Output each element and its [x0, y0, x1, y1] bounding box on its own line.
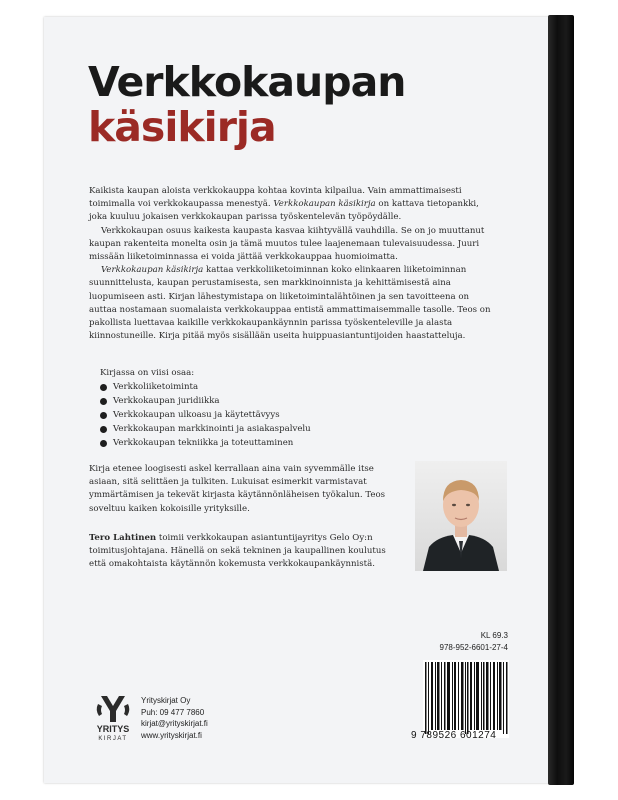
intro-text-c: kattaa verkkoliiketoiminnan koko elinkaaren liiketoiminnan suunnittelusta, kaupan perustamisesta, sen markkinoinnista ja kehittämisestä aina luopumiseen asti. Kirjan lähestymistapa on liiketoimintalähtöinen ja sen tavoitteena on auttaa nostamaan suomalaista verkkokauppaa entistä ammattimaisemmalle tasolle. Teos on pakollista luettavaa kaikille verkkokaupankäynnin parissa työskenteleville ja alasta kiinnostuneille. Kirja pitää myös sisällään useita huippuasiantuntijoiden haastatteluja. — [89, 265, 491, 342]
publisher-logo — [93, 692, 133, 742]
title-line-2: käsikirja — [88, 103, 276, 151]
book-spine — [548, 15, 574, 785]
closing-paragraph: Kirja etenee loogisesti askel kerrallaan aina vain syvemmälle itse asiaan, sitä selittäen ja tulkiten. Lukuisat esimerkit varmistavat ymmärtämisen ja tekevät kirjasta käytännönläheisen työkalun. Teos soveltuu kaiken kokoisille yrityksille. — [89, 464, 386, 514]
barcode — [423, 660, 509, 738]
publisher-phone: Puh: 09 477 7860 — [141, 707, 205, 717]
isbn-number: 978-952-6601-27-4 — [439, 643, 508, 652]
list-item: Verkkokaupan tekniikka ja toteuttaminen — [100, 436, 311, 450]
list-item: Verkkokaupan juridiikka — [100, 394, 311, 408]
author-photo — [415, 461, 507, 571]
intro-paragraph-2: Verkkokaupan osuus kaikesta kaupasta kasvaa kiihtyvällä vauhdilla. Se on jo muuttanut kaupan rakenteita monelta osin ja tämä muutos tulee laajenemaan tulevaisuudessa. Juuri missään liiketoiminnassa ei voida jättää verkkokauppaa huomioimatta. — [89, 225, 485, 263]
book-title-italic: Verkkokaupan käsikirja — [273, 199, 376, 210]
publisher-info — [141, 695, 208, 741]
author-name: Tero Lahtinen — [89, 533, 157, 543]
publisher-website: www.yrityskirjat.fi — [141, 730, 202, 740]
logo-text-2: KIRJAT — [98, 736, 128, 742]
classification-code: KL 69.3 — [480, 631, 508, 640]
list-item: Verkkokaupan markkinointi ja asiakaspalvelu — [100, 422, 311, 436]
intro-text-a: Kaikista kaupan aloista verkkokauppa kohtaa kovinta kilpailua. Vain ammattimaisesti toimimalla voi verkkokaupassa menestyä. — [89, 186, 462, 210]
logo-text-1: YRITYS — [96, 724, 130, 734]
publisher-name: Yrityskirjat Oy — [141, 696, 191, 705]
author-bio — [89, 532, 399, 572]
list-item: Verkkoliiketoiminta — [100, 380, 311, 394]
isbn-block — [420, 630, 508, 654]
author-bio-text: toimii verkkokaupan asiantuntijayritys Gelo Oy:n toimitusjohtajana. Hänellä on sekä tekninen ja kaupallinen koulutus että omakohtaista käytännön kokemusta verkkokaupankäynnistä. — [89, 533, 386, 570]
parts-heading: Kirjassa on viisi osaa: — [100, 368, 195, 378]
book-title-italic: Verkkokaupan käsikirja — [101, 265, 204, 276]
barcode-number: 9 789526 601274 — [411, 730, 497, 741]
intro-paragraph-1 — [89, 185, 499, 225]
publisher-email: kirjat@yrityskirjat.fi — [141, 719, 208, 728]
intro-text — [89, 185, 499, 343]
parts-list — [100, 366, 311, 450]
intro-text-a2: on kattava tietopankki, joka kuuluu jokaisen verkkokaupan parissa työskentelevän työpöydälle. — [89, 199, 479, 223]
intro-paragraph-3 — [89, 264, 499, 343]
title-line-1: Verkkokaupan — [88, 58, 406, 106]
list-item: Verkkokaupan ulkoasu ja käytettävyys — [100, 408, 311, 422]
